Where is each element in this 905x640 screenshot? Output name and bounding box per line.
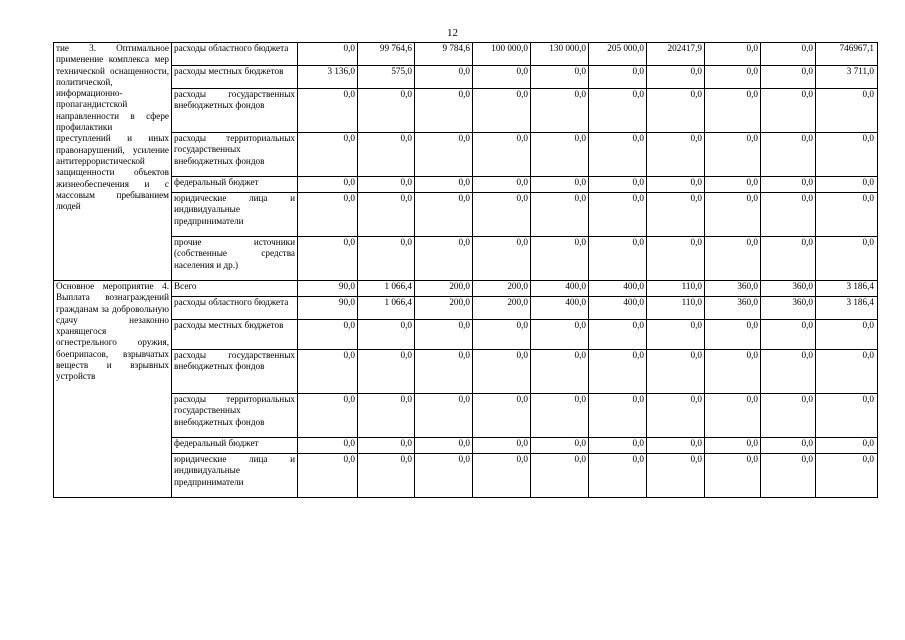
value-cell: 0,0 bbox=[531, 438, 589, 454]
value-cell: 90,0 bbox=[298, 297, 358, 320]
value-cell: 360,0 bbox=[705, 281, 761, 297]
value-cell: 0,0 bbox=[589, 66, 647, 89]
value-cell: 0,0 bbox=[358, 177, 415, 193]
value-cell: 9 784,6 bbox=[415, 43, 473, 66]
funding-source: расходы государственных внебюджетных фондов bbox=[172, 350, 298, 394]
total-cell: 0,0 bbox=[816, 350, 878, 394]
value-cell: 0,0 bbox=[415, 350, 473, 394]
total-cell: 0,0 bbox=[816, 193, 878, 237]
table-row bbox=[54, 454, 878, 498]
value-cell: 0,0 bbox=[761, 177, 816, 193]
value-cell: 0,0 bbox=[647, 350, 705, 394]
value-cell: 0,0 bbox=[705, 43, 761, 66]
value-cell: 0,0 bbox=[705, 66, 761, 89]
funding-source: расходы государственных внебюджетных фондов bbox=[172, 89, 298, 133]
value-cell: 0,0 bbox=[298, 454, 358, 498]
value-cell: 0,0 bbox=[415, 89, 473, 133]
total-cell: 0,0 bbox=[816, 177, 878, 193]
funding-source: расходы областного бюджета bbox=[172, 43, 298, 66]
value-cell: 99 764,6 bbox=[358, 43, 415, 66]
value-cell: 0,0 bbox=[647, 133, 705, 177]
funding-source: прочие источники (собственные средства населения и др.) bbox=[172, 237, 298, 281]
total-cell: 0,0 bbox=[816, 438, 878, 454]
value-cell: 202417,9 bbox=[647, 43, 705, 66]
value-cell: 0,0 bbox=[358, 193, 415, 237]
value-cell: 0,0 bbox=[415, 237, 473, 281]
value-cell: 0,0 bbox=[298, 350, 358, 394]
funding-source: Всего bbox=[172, 281, 298, 297]
value-cell: 0,0 bbox=[358, 438, 415, 454]
table-row bbox=[54, 89, 878, 133]
value-cell: 0,0 bbox=[415, 394, 473, 438]
value-cell: 0,0 bbox=[589, 454, 647, 498]
value-cell: 0,0 bbox=[705, 320, 761, 350]
value-cell: 0,0 bbox=[647, 438, 705, 454]
table-row bbox=[54, 237, 878, 281]
value-cell: 0,0 bbox=[647, 320, 705, 350]
value-cell: 1 066,4 bbox=[358, 281, 415, 297]
value-cell: 0,0 bbox=[298, 43, 358, 66]
value-cell: 0,0 bbox=[589, 133, 647, 177]
value-cell: 0,0 bbox=[298, 237, 358, 281]
value-cell: 200,0 bbox=[473, 281, 531, 297]
event-description: Основное мероприятие 4. Выплата вознаграждений гражданам за добровольную сдачу незаконно хранящегося огнестрельного оружия, боеприпасов, взрывчатых веществ и взрывных устройств bbox=[54, 281, 172, 498]
funding-source: расходы местных бюджетов bbox=[172, 320, 298, 350]
value-cell: 0,0 bbox=[531, 89, 589, 133]
value-cell: 0,0 bbox=[705, 394, 761, 438]
value-cell: 0,0 bbox=[358, 133, 415, 177]
value-cell: 0,0 bbox=[415, 438, 473, 454]
value-cell: 0,0 bbox=[761, 320, 816, 350]
value-cell: 0,0 bbox=[298, 394, 358, 438]
value-cell: 0,0 bbox=[531, 320, 589, 350]
total-cell: 0,0 bbox=[816, 394, 878, 438]
value-cell: 0,0 bbox=[473, 350, 531, 394]
value-cell: 400,0 bbox=[589, 281, 647, 297]
value-cell: 0,0 bbox=[647, 89, 705, 133]
value-cell: 0,0 bbox=[358, 237, 415, 281]
value-cell: 0,0 bbox=[473, 320, 531, 350]
value-cell: 0,0 bbox=[531, 394, 589, 438]
value-cell: 0,0 bbox=[705, 193, 761, 237]
value-cell: 0,0 bbox=[705, 237, 761, 281]
value-cell: 400,0 bbox=[531, 297, 589, 320]
value-cell: 0,0 bbox=[298, 89, 358, 133]
value-cell: 0,0 bbox=[415, 454, 473, 498]
value-cell: 0,0 bbox=[473, 193, 531, 237]
value-cell: 0,0 bbox=[531, 193, 589, 237]
value-cell: 0,0 bbox=[531, 350, 589, 394]
value-cell: 0,0 bbox=[647, 66, 705, 89]
value-cell: 0,0 bbox=[358, 454, 415, 498]
value-cell: 0,0 bbox=[705, 350, 761, 394]
value-cell: 360,0 bbox=[761, 297, 816, 320]
value-cell: 0,0 bbox=[298, 193, 358, 237]
funding-source: расходы местных бюджетов bbox=[172, 66, 298, 89]
table-row bbox=[54, 394, 878, 438]
value-cell: 200,0 bbox=[415, 281, 473, 297]
value-cell: 90,0 bbox=[298, 281, 358, 297]
value-cell: 0,0 bbox=[531, 454, 589, 498]
table-row bbox=[54, 438, 878, 454]
value-cell: 0,0 bbox=[589, 237, 647, 281]
funding-source: расходы территориальных государственных внебюджетных фондов bbox=[172, 133, 298, 177]
value-cell: 0,0 bbox=[761, 66, 816, 89]
page-number: 12 bbox=[447, 27, 458, 39]
value-cell: 0,0 bbox=[589, 193, 647, 237]
value-cell: 0,0 bbox=[298, 320, 358, 350]
value-cell: 0,0 bbox=[589, 177, 647, 193]
value-cell: 0,0 bbox=[761, 438, 816, 454]
funding-source: юридические лица и индивидуальные предприниматели bbox=[172, 454, 298, 498]
value-cell: 0,0 bbox=[531, 66, 589, 89]
value-cell: 0,0 bbox=[705, 89, 761, 133]
value-cell: 200,0 bbox=[473, 297, 531, 320]
value-cell: 0,0 bbox=[761, 193, 816, 237]
table-row bbox=[54, 43, 878, 66]
value-cell: 0,0 bbox=[415, 193, 473, 237]
value-cell: 0,0 bbox=[473, 66, 531, 89]
value-cell: 0,0 bbox=[705, 133, 761, 177]
value-cell: 0,0 bbox=[589, 320, 647, 350]
value-cell: 0,0 bbox=[531, 133, 589, 177]
value-cell: 0,0 bbox=[531, 177, 589, 193]
value-cell: 0,0 bbox=[358, 89, 415, 133]
value-cell: 0,0 bbox=[761, 43, 816, 66]
funding-source: федеральный бюджет bbox=[172, 438, 298, 454]
value-cell: 3 136,0 bbox=[298, 66, 358, 89]
value-cell: 0,0 bbox=[298, 438, 358, 454]
table-row bbox=[54, 320, 878, 350]
value-cell: 400,0 bbox=[531, 281, 589, 297]
value-cell: 0,0 bbox=[473, 394, 531, 438]
value-cell: 130 000,0 bbox=[531, 43, 589, 66]
table-row bbox=[54, 193, 878, 237]
event-description: тие 3. Оптимальное применение комплекса мер технической оснащенности, политической, информационно-пропагандистской направленности в сфере профилактики преступлений и иных правонарушений, усиление антитеррористической защищенности объектов жизнеобеспечения и с массовым пребыванием людей bbox=[54, 43, 172, 281]
value-cell: 0,0 bbox=[589, 438, 647, 454]
value-cell: 1 066,4 bbox=[358, 297, 415, 320]
value-cell: 0,0 bbox=[298, 133, 358, 177]
funding-source: федеральный бюджет bbox=[172, 177, 298, 193]
value-cell: 0,0 bbox=[705, 438, 761, 454]
value-cell: 0,0 bbox=[473, 89, 531, 133]
total-cell: 3 186,4 bbox=[816, 297, 878, 320]
value-cell: 360,0 bbox=[705, 297, 761, 320]
value-cell: 0,0 bbox=[761, 454, 816, 498]
total-cell: 0,0 bbox=[816, 454, 878, 498]
value-cell: 0,0 bbox=[473, 237, 531, 281]
value-cell: 0,0 bbox=[358, 394, 415, 438]
value-cell: 0,0 bbox=[705, 177, 761, 193]
value-cell: 0,0 bbox=[761, 237, 816, 281]
value-cell: 0,0 bbox=[473, 454, 531, 498]
value-cell: 575,0 bbox=[358, 66, 415, 89]
value-cell: 0,0 bbox=[358, 320, 415, 350]
value-cell: 0,0 bbox=[647, 237, 705, 281]
table-row bbox=[54, 350, 878, 394]
value-cell: 205 000,0 bbox=[589, 43, 647, 66]
value-cell: 0,0 bbox=[298, 177, 358, 193]
value-cell: 100 000,0 bbox=[473, 43, 531, 66]
value-cell: 0,0 bbox=[589, 394, 647, 438]
value-cell: 0,0 bbox=[705, 454, 761, 498]
value-cell: 0,0 bbox=[415, 133, 473, 177]
total-cell: 746967,1 bbox=[816, 43, 878, 66]
value-cell: 0,0 bbox=[647, 177, 705, 193]
value-cell: 400,0 bbox=[589, 297, 647, 320]
value-cell: 0,0 bbox=[761, 89, 816, 133]
value-cell: 0,0 bbox=[415, 320, 473, 350]
total-cell: 3 711,0 bbox=[816, 66, 878, 89]
table-row bbox=[54, 297, 878, 320]
funding-source: расходы территориальных государственных внебюджетных фондов bbox=[172, 394, 298, 438]
total-cell: 0,0 bbox=[816, 320, 878, 350]
value-cell: 0,0 bbox=[589, 350, 647, 394]
total-cell: 3 186,4 bbox=[816, 281, 878, 297]
value-cell: 110,0 bbox=[647, 281, 705, 297]
value-cell: 0,0 bbox=[473, 133, 531, 177]
value-cell: 360,0 bbox=[761, 281, 816, 297]
value-cell: 0,0 bbox=[761, 394, 816, 438]
budget-table bbox=[53, 42, 878, 498]
value-cell: 0,0 bbox=[415, 66, 473, 89]
value-cell: 0,0 bbox=[473, 438, 531, 454]
value-cell: 0,0 bbox=[761, 350, 816, 394]
funding-source: расходы областного бюджета bbox=[172, 297, 298, 320]
value-cell: 0,0 bbox=[647, 454, 705, 498]
total-cell: 0,0 bbox=[816, 89, 878, 133]
value-cell: 0,0 bbox=[647, 193, 705, 237]
total-cell: 0,0 bbox=[816, 237, 878, 281]
value-cell: 200,0 bbox=[415, 297, 473, 320]
funding-source: юридические лица и индивидуальные предприниматели bbox=[172, 193, 298, 237]
value-cell: 0,0 bbox=[415, 177, 473, 193]
table-row bbox=[54, 66, 878, 89]
table-row bbox=[54, 177, 878, 193]
value-cell: 0,0 bbox=[761, 133, 816, 177]
value-cell: 0,0 bbox=[531, 237, 589, 281]
value-cell: 0,0 bbox=[589, 89, 647, 133]
value-cell: 110,0 bbox=[647, 297, 705, 320]
value-cell: 0,0 bbox=[647, 394, 705, 438]
value-cell: 0,0 bbox=[473, 177, 531, 193]
table-row bbox=[54, 281, 878, 297]
value-cell: 0,0 bbox=[358, 350, 415, 394]
table-row bbox=[54, 133, 878, 177]
total-cell: 0,0 bbox=[816, 133, 878, 177]
